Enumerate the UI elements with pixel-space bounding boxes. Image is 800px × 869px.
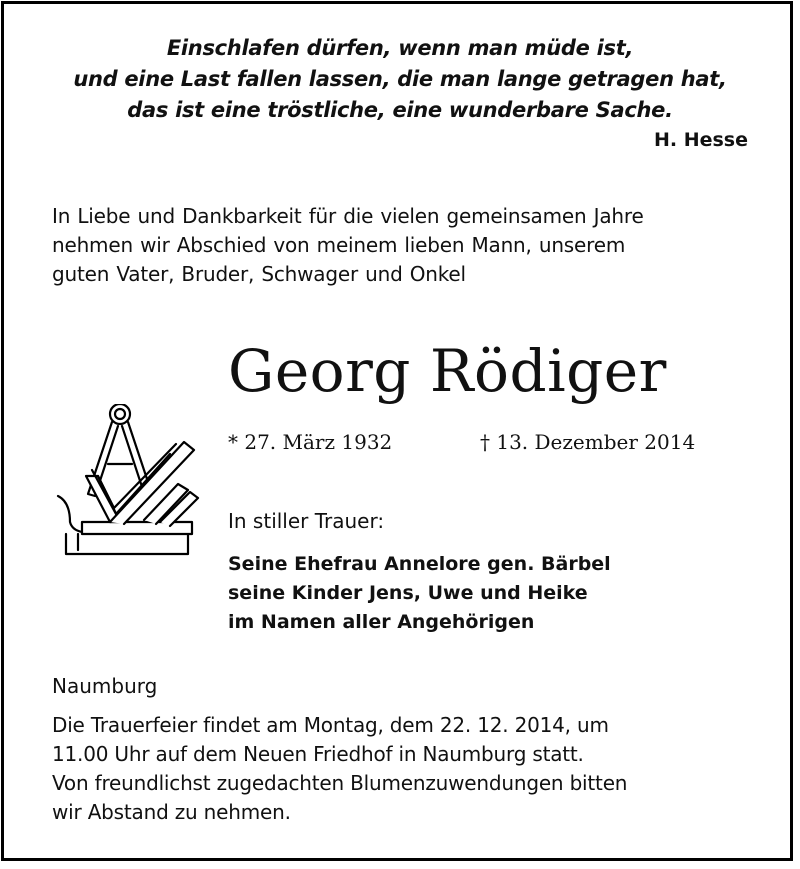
- mourners-list: [228, 550, 611, 637]
- intro-text: [52, 202, 752, 289]
- mourner-line: Seine Ehefrau Annelore gen. Bärbel: [228, 553, 611, 575]
- ceremony-info: [52, 711, 752, 827]
- ceremony-line: 11.00 Uhr auf dem Neuen Friedhof in Naumburg statt.: [52, 742, 584, 766]
- quote-line: und eine Last fallen lassen, die man lange getragen hat,: [73, 67, 727, 91]
- deceased-name: Georg Rödiger: [228, 337, 667, 405]
- mourner-line: seine Kinder Jens, Uwe und Heike: [228, 582, 588, 604]
- quote-author: H. Hesse: [653, 129, 748, 151]
- mourner-line: im Namen aller Angehörigen: [228, 611, 535, 633]
- hesse-quote: [40, 33, 760, 126]
- quote-line: das ist eine tröstliche, eine wunderbare Sache.: [127, 98, 673, 122]
- ceremony-line: Von freundlichst zugedachten Blumenzuwendungen bitten: [52, 771, 628, 795]
- mourning-heading: In stiller Trauer:: [228, 509, 385, 533]
- death-date: † 13. Dezember 2014: [480, 430, 696, 454]
- intro-line: In Liebe und Dankbarkeit für die vielen gemeinsamen Jahre: [52, 204, 644, 228]
- intro-line: nehmen wir Abschied von meinem lieben Mann, unserem: [52, 233, 626, 257]
- ceremony-line: Die Trauerfeier findet am Montag, dem 22. 12. 2014, um: [52, 713, 609, 737]
- intro-line: guten Vater, Bruder, Schwager und Onkel: [52, 262, 466, 286]
- life-dates: [228, 428, 696, 456]
- ceremony-line: wir Abstand zu nehmen.: [52, 800, 291, 824]
- quote-line: Einschlafen dürfen, wenn man müde ist,: [166, 36, 634, 60]
- birth-date: * 27. März 1932: [228, 430, 393, 454]
- carpenter-tools-icon: [48, 404, 218, 574]
- location: Naumburg: [52, 674, 158, 698]
